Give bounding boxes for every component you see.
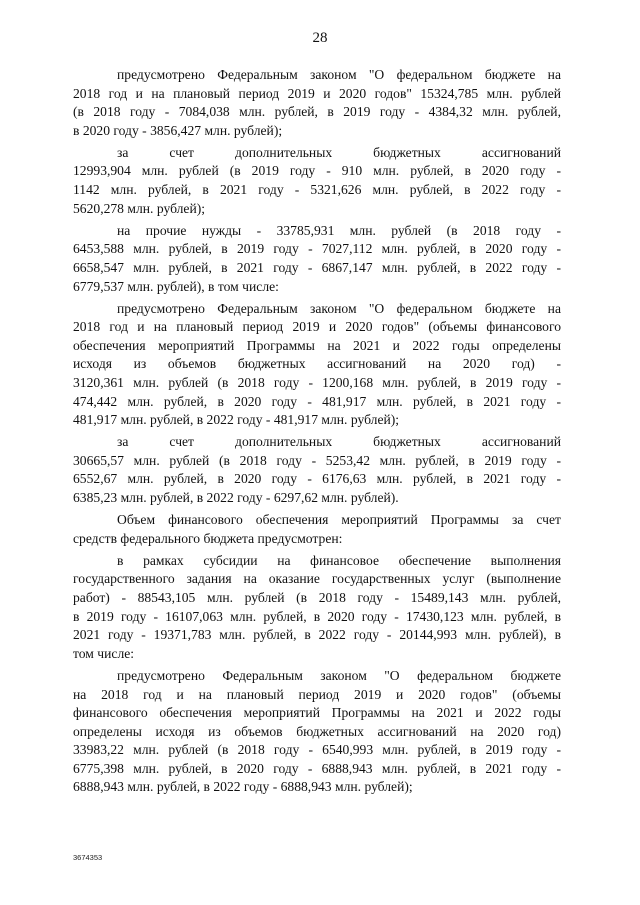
text-line: 3120,361 млн. рублей (в 2018 году - 1200,168 млн. рублей, в 2019 году - [73, 375, 561, 390]
text-line: предусмотрено Федеральным законом "О федеральном бюджете на [117, 67, 561, 82]
text-line: в 2020 году - 3856,427 млн. рублей); [73, 122, 283, 138]
text-line: за счет дополнительных бюджетных ассигнований [117, 144, 561, 160]
text-line: 6779,537 млн. рублей), в том числе: [73, 278, 279, 294]
text-line: предусмотрено Федеральным законом "О федеральном бюджете [117, 667, 561, 683]
text-line: 481,917 млн. рублей, в 2022 году - 481,917 млн. рублей); [73, 412, 400, 428]
text-line: 1142 млн. рублей, в 2021 году - 5321,626 млн. рублей, в 2022 году - [73, 182, 561, 198]
page-number: 28 [312, 30, 328, 46]
text-line: исходя из объемов бюджетных ассигнований на 2020 год) - [73, 356, 561, 372]
text-line: обеспечения мероприятий Программы на 2021 и 2022 годы определены [73, 337, 561, 353]
text-line: работ) - 88543,105 млн. рублей (в 2018 году - 15489,143 млн. рублей, [73, 590, 561, 606]
text-line: в рамках субсидии на финансовое обеспечение выполнения [117, 552, 561, 568]
text-line: на прочие нужды - 33785,931 млн. рублей (в 2018 году - [117, 222, 561, 238]
text-line: финансового обеспечения мероприятий Программы на 2021 и 2022 годы [73, 705, 561, 721]
text-line: предусмотрено Федеральным законом "О федеральном бюджете на [117, 300, 561, 316]
text-line: 33983,22 млн. рублей (в 2018 году - 6540,993 млн. рублей, в 2019 году - [73, 742, 561, 758]
text-line: (в 2018 году - 7084,038 млн. рублей, в 2019 году - 4384,32 млн. рублей, [73, 104, 561, 120]
text-line: 30665,57 млн. рублей (в 2018 году - 5253,42 млн. рублей, в 2019 году - [73, 452, 561, 468]
text-line: 2021 году - 19371,783 млн. рублей, в 2022 году - 20144,993 млн. рублей), в [73, 627, 561, 643]
text-line: за счет дополнительных бюджетных ассигнований [117, 434, 561, 450]
text-line: определены исходя из объемов бюджетных ассигнований на 2020 год) [73, 723, 561, 739]
text-line: государственного задания на оказание государственных услуг (выполнение [73, 571, 561, 587]
text-line: 6453,588 млн. рублей, в 2019 году - 7027,112 млн. рублей, в 2020 году - [73, 241, 561, 257]
text-line: 2018 год и на плановый период 2019 и 2020 годов" (объемы финансового [73, 319, 561, 335]
text-line: 2018 год и на плановый период 2019 и 2020 годов" 15324,785 млн. рублей [73, 85, 561, 101]
text-line: в 2019 году - 16107,063 млн. рублей, в 2020 году - 17430,123 млн. рублей, в [73, 608, 561, 624]
text-line: средств федерального бюджета предусмотрен: [73, 530, 343, 546]
document-code: 3674353 [73, 853, 103, 862]
text-line: 6658,547 млн. рублей, в 2021 году - 6867,147 млн. рублей, в 2022 году - [73, 259, 561, 275]
text-line: на 2018 год и на плановый период 2019 и 2020 годов" (объемы [73, 686, 561, 702]
text-line: 12993,904 млн. рублей (в 2019 году - 910 млн. рублей, в 2020 году - [73, 163, 561, 179]
text-line: 474,442 млн. рублей, в 2020 году - 481,917 млн. рублей, в 2021 году - [73, 393, 561, 409]
text-line: 6775,398 млн. рублей, в 2020 году - 6888,943 млн. рублей, в 2021 году - [73, 760, 561, 776]
text-line: 6552,67 млн. рублей, в 2020 году - 6176,63 млн. рублей, в 2021 году - [73, 471, 561, 487]
text-line: 6385,23 млн. рублей, в 2022 году - 6297,62 млн. рублей). [73, 490, 399, 506]
text-line: Объем финансового обеспечения мероприятий Программы за счет [117, 512, 561, 528]
text-line: 6888,943 млн. рублей, в 2022 году - 6888,943 млн. рублей); [73, 779, 413, 795]
text-line: 5620,278 млн. рублей); [73, 200, 206, 216]
document-body [73, 66, 561, 797]
text-line: том числе: [73, 645, 135, 661]
